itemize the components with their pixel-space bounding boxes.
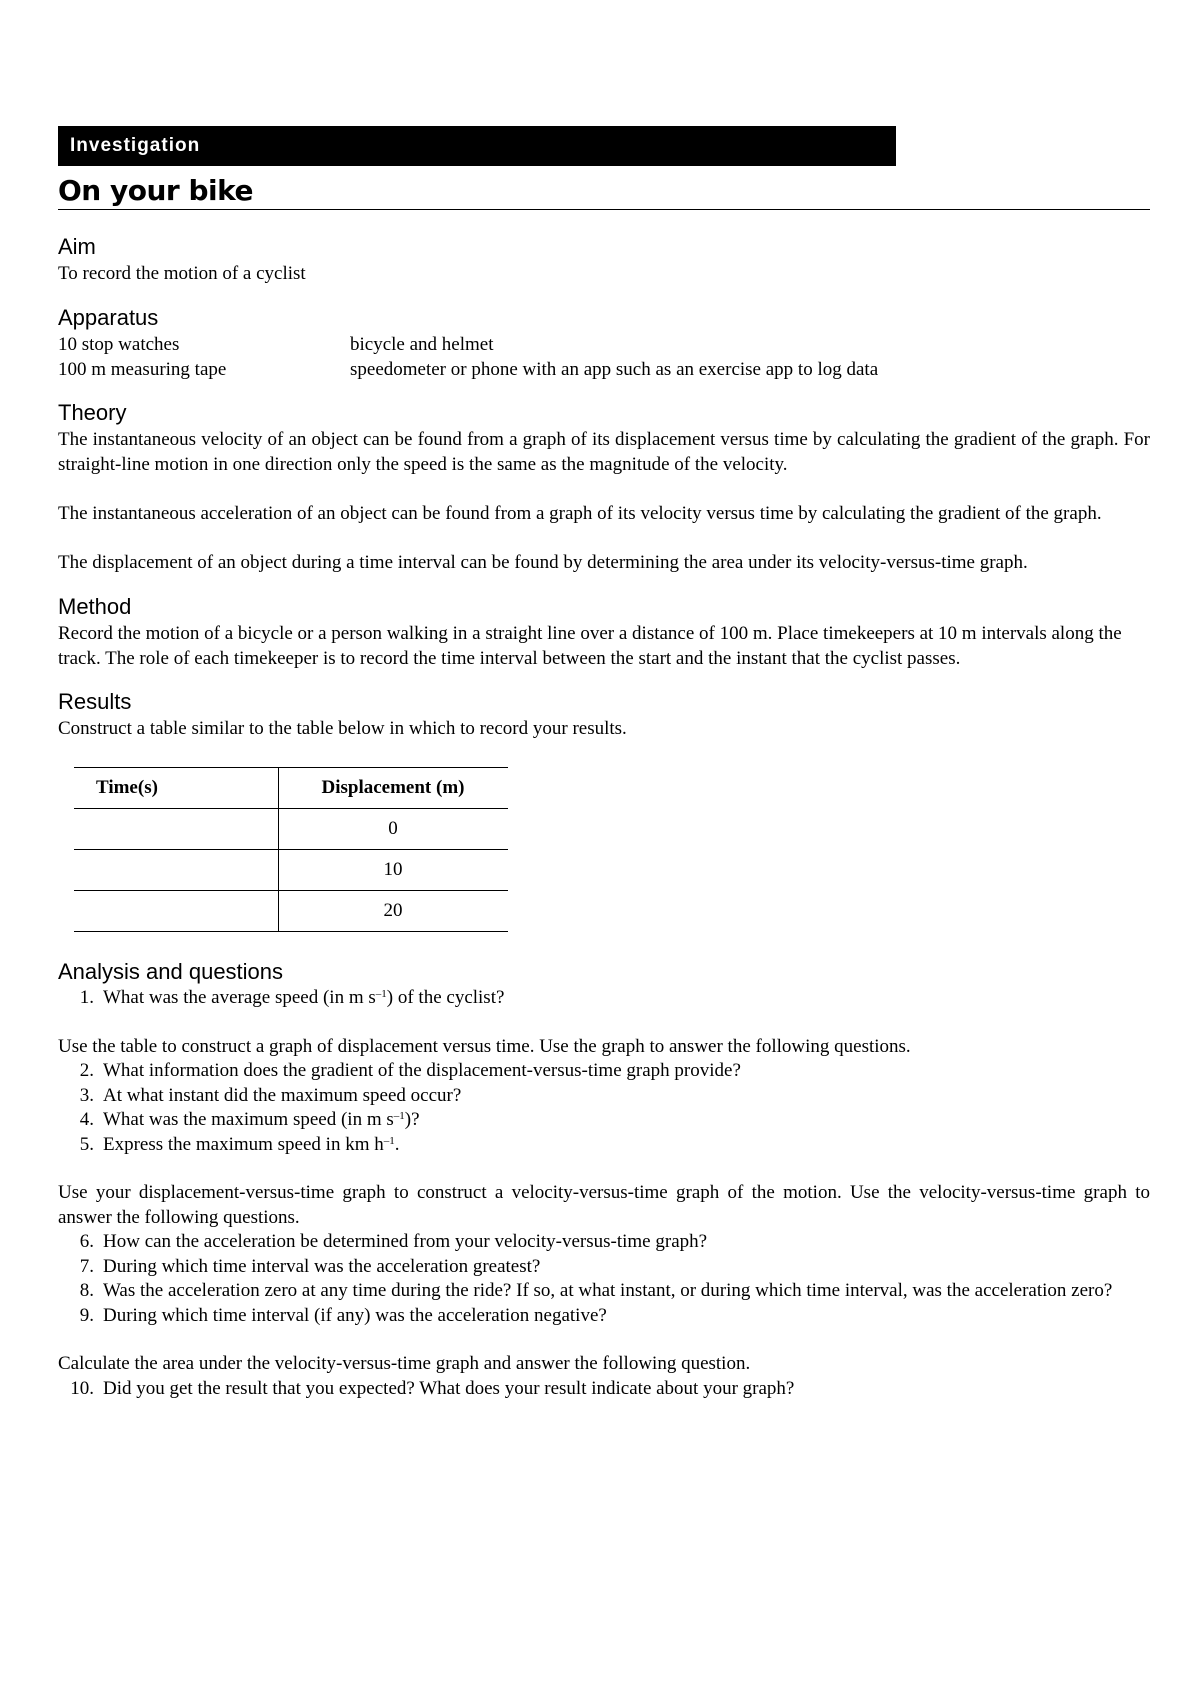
aim-heading: Aim bbox=[58, 234, 96, 259]
theory-paragraph: The displacement of an object during a time interval can be found by determining the area under its velocity-versus-time graph. bbox=[58, 552, 1028, 573]
question-number: 3. bbox=[79, 1084, 94, 1106]
apparatus-item: speedometer or phone with an app such as an exercise app to log data bbox=[350, 359, 879, 380]
question-text: How can the acceleration be determined from your velocity-versus-time graph? bbox=[103, 1231, 708, 1252]
question-item bbox=[58, 986, 1150, 1011]
method-text: Record the motion of a bicycle or a person walking in a straight line over a distance of 100 m. Place timekeepers at 10 m intervals along the track. The role of each timekeeper is to record the time interval between the start and the instant that the cyclist passes. bbox=[58, 623, 1122, 669]
table-row bbox=[74, 809, 508, 850]
column-header-time: Time(s) bbox=[74, 768, 278, 809]
question-text: Express the maximum speed in km $h^{-1}$. bbox=[103, 1133, 400, 1155]
apparatus-item: bicycle and helmet bbox=[350, 334, 494, 355]
results-heading: Results bbox=[58, 689, 132, 714]
theory-paragraph: The instantaneous acceleration of an object can be found from a graph of its velocity versus time by calculating the gradient of the graph. bbox=[58, 503, 1102, 524]
theory-heading: Theory bbox=[58, 400, 127, 425]
analysis-intro: Calculate the area under the velocity-versus-time graph and answer the following question. bbox=[58, 1353, 751, 1374]
question-text: What was the average speed (in m $s^{-1}$) of the cyclist? bbox=[103, 987, 505, 1008]
table-cell-time bbox=[74, 850, 278, 891]
question-item bbox=[58, 1133, 1150, 1158]
question-item bbox=[58, 1304, 1150, 1329]
question-text: What information does the gradient of the displacement-versus-time graph provide? bbox=[103, 1060, 741, 1081]
question-number: 9. bbox=[79, 1304, 94, 1326]
question-text: What was the maximum speed (in m $s^{-1}$)? bbox=[103, 1109, 420, 1130]
question-number: 4. bbox=[79, 1109, 94, 1130]
apparatus-list bbox=[58, 332, 1150, 382]
apparatus-item: 10 stop watches bbox=[58, 334, 180, 355]
table-row bbox=[74, 891, 508, 932]
table-row bbox=[74, 850, 508, 891]
question-text: Was the acceleration zero at any time during the ride? If so, at what instant, or during which time interval, was the acceleration zero? bbox=[103, 1280, 1113, 1301]
question-text: During which time interval was the acceleration greatest? bbox=[103, 1255, 541, 1277]
question-number: 8. bbox=[79, 1280, 94, 1301]
section-banner: Investigation bbox=[58, 126, 896, 166]
analysis-intro: Use your displacement-versus-time graph to construct a velocity-versus-time graph of the motion. Use the velocity-versus-time graph to answer the following questions. bbox=[58, 1182, 1150, 1228]
table-header-row bbox=[74, 768, 508, 809]
table-cell-displacement: 10 bbox=[278, 850, 508, 891]
question-text: At what instant did the maximum speed occur? bbox=[103, 1084, 462, 1106]
question-number: 10. bbox=[70, 1377, 94, 1399]
question-item bbox=[58, 1059, 1150, 1084]
results-table bbox=[74, 767, 508, 932]
worksheet-page bbox=[58, 126, 1150, 1401]
column-header-displacement: Displacement (m) bbox=[278, 768, 508, 809]
page-title: On your bike bbox=[58, 172, 1150, 210]
question-text: Did you get the result that you expected? What does your result indicate about your graph? bbox=[103, 1377, 795, 1399]
results-text: Construct a table similar to the table below in which to record your results. bbox=[58, 718, 627, 739]
table-cell-time bbox=[74, 809, 278, 850]
table-cell-time bbox=[74, 891, 278, 932]
question-item bbox=[58, 1377, 1150, 1402]
table-cell-displacement: 0 bbox=[278, 809, 508, 850]
question-number: 6. bbox=[79, 1231, 94, 1252]
method-heading: Method bbox=[58, 594, 132, 619]
question-number: 5. bbox=[79, 1133, 94, 1155]
analysis-heading: Analysis and questions bbox=[58, 959, 284, 984]
question-text: During which time interval (if any) was the acceleration negative? bbox=[103, 1304, 607, 1326]
apparatus-heading: Apparatus bbox=[58, 305, 159, 330]
question-number: 2. bbox=[79, 1060, 94, 1081]
question-item bbox=[58, 1108, 1150, 1133]
theory-paragraph: The instantaneous velocity of an object can be found from a graph of its displacement versus time by calculating the gradient of the graph. For straight-line motion in one direction only the speed is the same as the magnitude of the velocity. bbox=[58, 429, 1150, 475]
analysis-intro: Use the table to construct a graph of displacement versus time. Use the graph to answer the following questions. bbox=[58, 1035, 911, 1057]
question-item bbox=[58, 1255, 1150, 1280]
question-item bbox=[58, 1279, 1150, 1304]
question-item bbox=[58, 1230, 1150, 1255]
apparatus-item: 100 m measuring tape bbox=[58, 359, 227, 380]
question-number: 1. bbox=[79, 987, 94, 1008]
question-number: 7. bbox=[79, 1255, 94, 1277]
table-cell-displacement: 20 bbox=[278, 891, 508, 932]
question-item bbox=[58, 1084, 1150, 1109]
aim-text: To record the motion of a cyclist bbox=[58, 263, 306, 284]
